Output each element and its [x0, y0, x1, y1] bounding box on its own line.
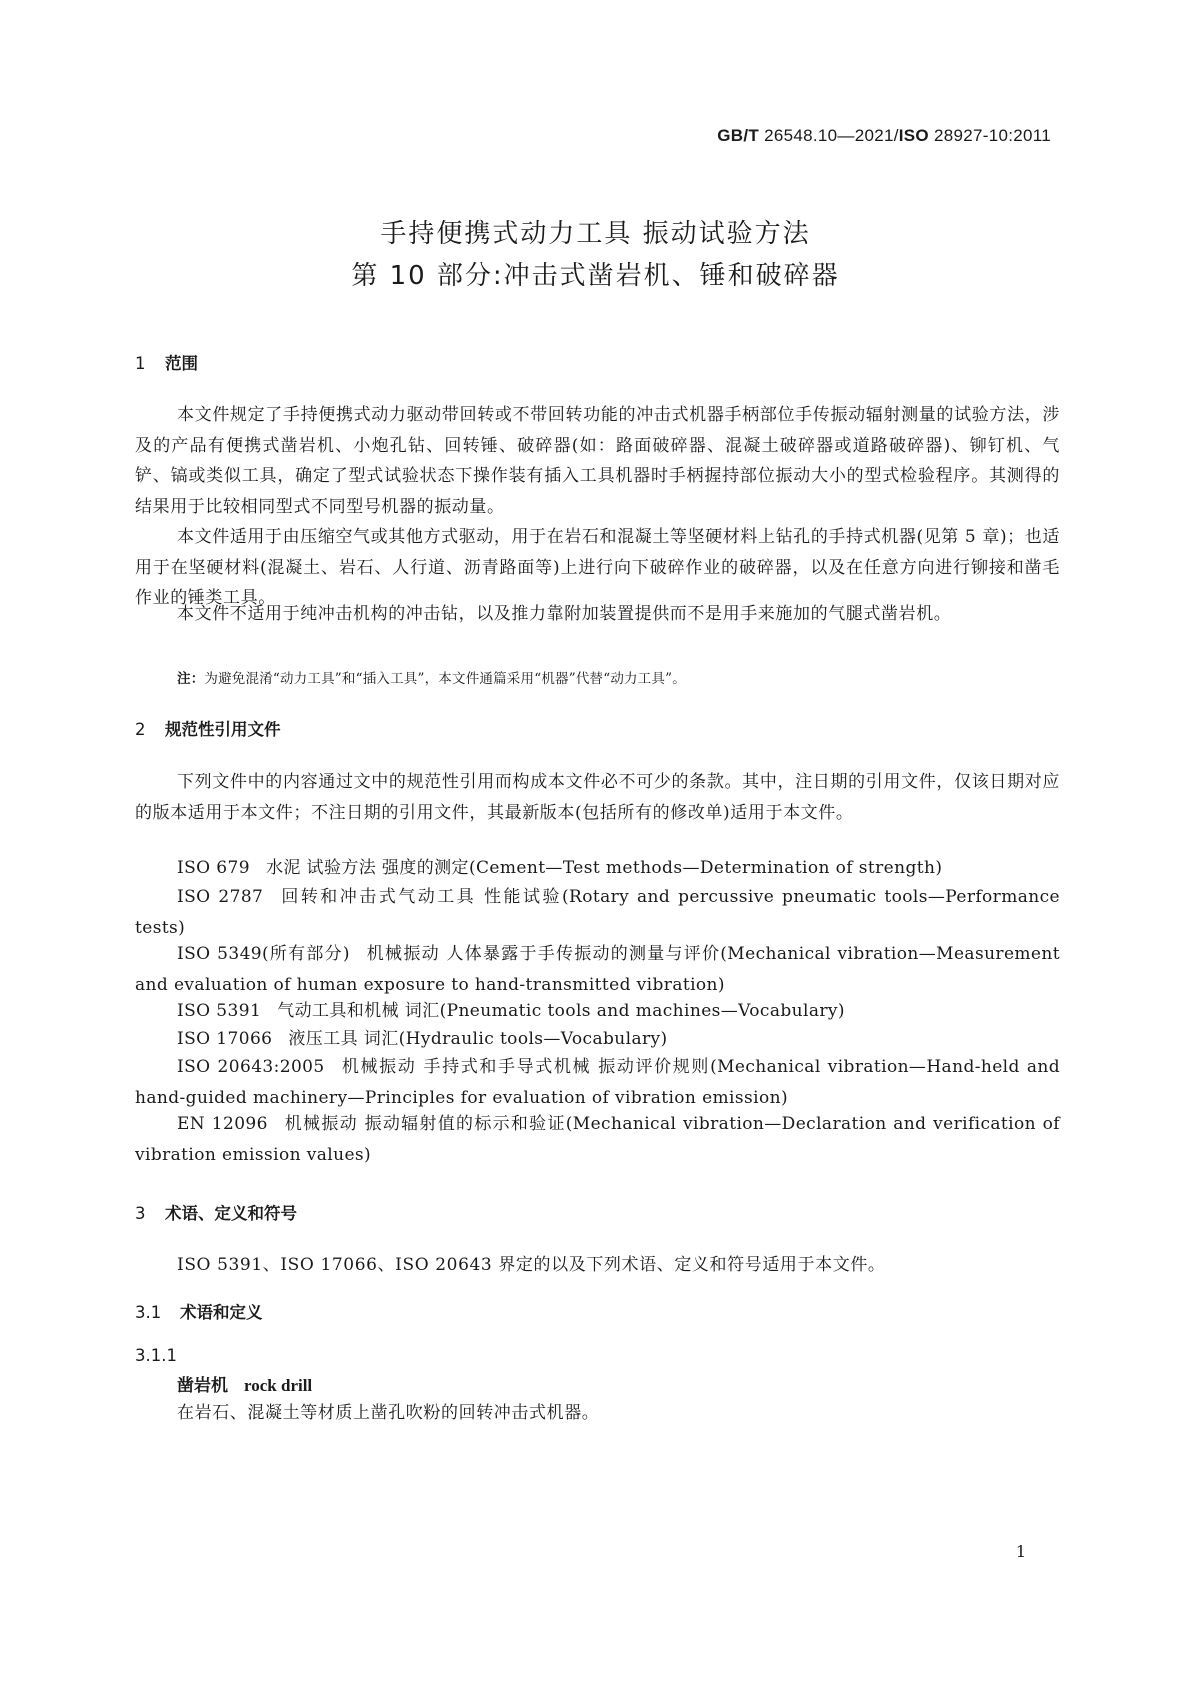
section-1-note: 注：为避免混淆“动力工具”和“插入工具”，本文件通篇采用“机器”代替“动力工具”。	[177, 671, 686, 687]
reference-item: ISO 20643:2005 机械振动 手持式和手导式机械 振动评价规则(Mechanical vibration—Hand-held and hand-guided machinery—Principles for evaluation of vibration emission)	[135, 1057, 1061, 1108]
section-1-heading: 1 范围	[135, 354, 198, 373]
section-3-heading: 3 术语、定义和符号	[135, 1204, 297, 1223]
term-heading: 凿岩机 rock drill	[177, 1376, 313, 1396]
reference-item: EN 12096 机械振动 振动辐射值的标示和验证(Mechanical vibration—Declaration and verification of vibration emission values)	[135, 1114, 1060, 1165]
reference-item: ISO 2787 回转和冲击式气动工具 性能试验(Rotary and percussive pneumatic tools—Performance tests)	[135, 887, 1060, 938]
section-3-intro: ISO 5391、ISO 17066、ISO 20643 界定的以及下列术语、定义和符号适用于本文件。	[177, 1255, 886, 1275]
subsection-3-1-heading: 3.1 术语和定义	[135, 1303, 263, 1322]
section-2-heading: 2 规范性引用文件	[135, 720, 281, 739]
section-1-paragraph: 本文件规定了手持便携式动力驱动带回转或不带回转功能的冲击式机器手柄部位手传振动辐射测量的试验方法，涉及的产品有便携式凿岩机、小炮孔钻、回转锤、破碎器(如：路面破碎器、混凝土破碎器或道路破碎器)、铆钉机、气铲、镐或类似工具，确定了型式试验状态下操作装有插入工具机器时手柄握持部位振动大小的型式检验程序。其测得的结果用于比较相同型式不同型号机器的振动量。	[135, 405, 1060, 517]
section-1-paragraph: 本文件不适用于纯冲击机构的冲击钻，以及推力靠附加装置提供而不是用手来施加的气腿式凿岩机。	[177, 604, 952, 624]
term-definition: 在岩石、混凝土等材质上凿孔吹粉的回转冲击式机器。	[177, 1403, 600, 1423]
standard-code: GB/T 26548.10—2021/ISO 28927-10:2011	[717, 126, 1051, 145]
section-2-intro: 下列文件中的内容通过文中的规范性引用而构成本文件必不可少的条款。其中，注日期的引用文件，仅该日期对应的版本适用于本文件；不注日期的引用文件，其最新版本(包括所有的修改单)适用于本文件。	[135, 772, 1060, 823]
page-number: 1	[1015, 1542, 1026, 1561]
reference-item: ISO 5349(所有部分) 机械振动 人体暴露于手传振动的测量与评价(Mechanical vibration—Measurement and evaluation of human exposure to hand-transmitted vibration)	[135, 944, 1060, 995]
reference-item: ISO 679 水泥 试验方法 强度的测定(Cement—Test methods—Determination of strength)	[177, 858, 943, 878]
term-number: 3.1.1	[135, 1346, 177, 1365]
reference-item: ISO 17066 液压工具 词汇(Hydraulic tools—Vocabulary)	[177, 1029, 668, 1049]
reference-item: ISO 5391 气动工具和机械 词汇(Pneumatic tools and machines—Vocabulary)	[177, 1001, 845, 1021]
document-title-line-1: 手持便携式动力工具 振动试验方法	[380, 219, 811, 249]
section-1-paragraph: 本文件适用于由压缩空气或其他方式驱动，用于在岩石和混凝土等坚硬材料上钻孔的手持式机器(见第 5 章)；也适用于在坚硬材料(混凝土、岩石、人行道、沥青路面等)上进行向下破碎作业的破碎器，以及在任意方向进行铆接和凿毛作业的锤类工具。	[135, 527, 1060, 608]
document-title-line-2: 第 10 部分:冲击式凿岩机、锤和破碎器	[351, 261, 840, 291]
